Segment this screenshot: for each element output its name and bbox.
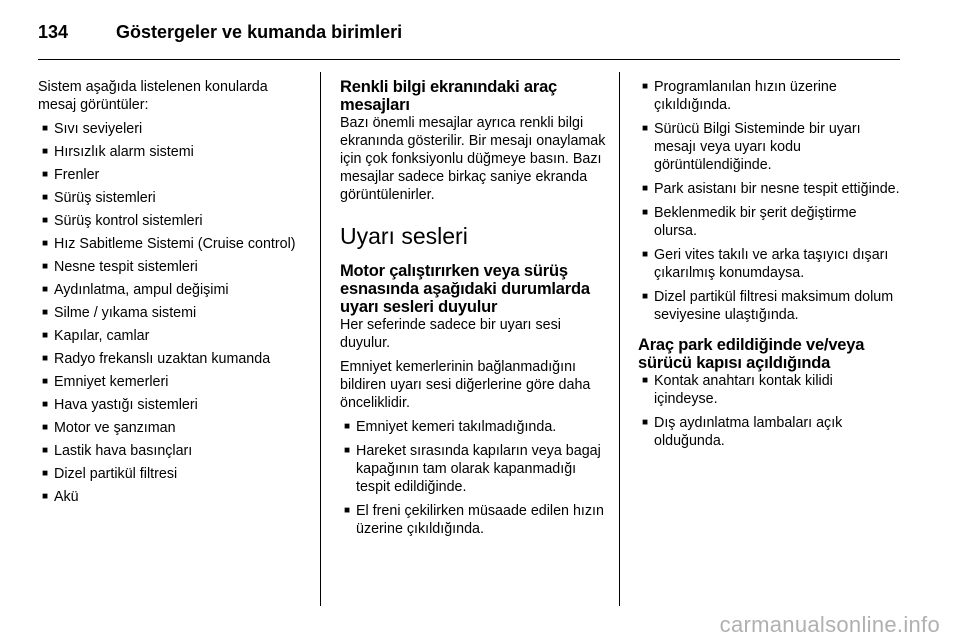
bullet-icon — [42, 258, 48, 276]
list-item: ■ Park asistanı bir nesne tespit ettiğinde. — [638, 180, 900, 198]
list-item: ■ Kontak anahtarı kontak kilidi içindeyse. — [638, 372, 900, 408]
bullet-icon — [344, 502, 350, 520]
list-item: ■ Geri vites takılı ve arka taşıyıcı dışarı çıkarılmış konumdaysa. — [638, 246, 900, 282]
list-item: ■ Nesne tespit sistemleri — [38, 258, 306, 276]
bullet-icon — [42, 235, 48, 253]
header-divider — [38, 59, 900, 60]
list-item: ■ Hırsızlık alarm sistemi — [38, 143, 306, 161]
list-item: ■ Radyo frekanslı uzaktan kumanda — [38, 350, 306, 368]
bullet-icon — [42, 442, 48, 460]
list-item: ■ Kapılar, camlar — [38, 327, 306, 345]
subheading-chime-conditions: Motor çalıştırırken veya sürüş esnasında aşağıdaki durumlarda uyarı sesleri duyulur — [340, 262, 590, 316]
bullet-icon — [642, 288, 648, 306]
list-item: ■ Frenler — [38, 166, 306, 184]
list-item: ■ Lastik hava basınçları — [38, 442, 306, 460]
list-item: ■ Silme / yıkama sistemi — [38, 304, 306, 322]
bullet-icon — [344, 418, 350, 436]
bullet-icon — [42, 396, 48, 414]
bullet-icon — [42, 327, 48, 345]
list-item: ■ Sürüş sistemleri — [38, 189, 306, 207]
list-item: ■ Emniyet kemerleri — [38, 373, 306, 391]
paragraph: Bazı önemli mesajlar ayrıca renkli bilgi ekranında gösterilir. Bir mesajı onaylamak için çok fonksiyonlu düğmeye basın. Bazı mesajlar sadece birkaç saniye ekranda görüntülenirler. — [340, 115, 606, 203]
paragraph: Her seferinde sadece bir uyarı sesi duyulur. — [340, 317, 561, 351]
bullet-icon — [642, 372, 648, 390]
bullet-icon — [344, 442, 350, 460]
list-item: ■ Dış aydınlatma lambaları açık olduğunda. — [638, 414, 900, 450]
list-item: ■ Hareket sırasında kapıların veya bagaj kapağının tam olarak kapanmadığı tespit edildiğinde. — [340, 442, 610, 496]
list-item: ■ Sıvı seviyeleri — [38, 120, 306, 138]
bullet-icon — [42, 488, 48, 506]
list-item: ■ Beklenmedik bir şerit değiştirme olursa. — [638, 204, 900, 240]
bullet-icon — [642, 180, 648, 198]
paragraph: Emniyet kemerlerinin bağlanmadığını bildiren uyarı sesi diğerlerine göre daha önceliklidir. — [340, 359, 591, 411]
message-topic-list — [38, 120, 306, 506]
bullet-icon — [42, 419, 48, 437]
intro-paragraph: Sistem aşağıda listelenen konularda mesaj görüntüler: — [38, 79, 268, 113]
list-item: ■ Hız Sabitleme Sistemi (Cruise control) — [38, 235, 306, 253]
chime-condition-list — [340, 418, 610, 538]
list-item: ■ Aydınlatma, ampul değişimi — [38, 281, 306, 299]
page-number: 134 — [38, 21, 69, 42]
bullet-icon — [42, 120, 48, 138]
column-3 — [638, 78, 900, 456]
list-item: ■ Akü — [38, 488, 306, 506]
list-item: ■ El freni çekilirken müsaade edilen hızın üzerine çıkıldığında. — [340, 502, 610, 538]
list-item: ■ Sürücü Bilgi Sisteminde bir uyarı mesajı veya uyarı kodu görüntülendiğinde. — [638, 120, 900, 174]
list-item: ■ Sürüş kontrol sistemleri — [38, 212, 306, 230]
subheading-color-display-messages: Renkli bilgi ekranındaki araç mesajları — [340, 78, 558, 114]
watermark: carmanualsonline.info — [719, 612, 940, 637]
parked-condition-list — [638, 372, 900, 450]
bullet-icon — [42, 373, 48, 391]
bullet-icon — [42, 166, 48, 184]
bullet-icon — [42, 465, 48, 483]
column-1 — [38, 78, 306, 511]
list-item: ■ Dizel partikül filtresi maksimum dolum seviyesine ulaştığında. — [638, 288, 900, 324]
bullet-icon — [42, 281, 48, 299]
column-divider-1 — [320, 72, 321, 606]
bullet-icon — [642, 120, 648, 138]
bullet-icon — [42, 212, 48, 230]
bullet-icon — [642, 414, 648, 432]
column-2 — [340, 78, 610, 544]
list-item: ■ Programlanılan hızın üzerine çıkıldığında. — [638, 78, 900, 114]
bullet-icon — [42, 143, 48, 161]
bullet-icon — [42, 304, 48, 322]
bullet-icon — [642, 78, 648, 96]
list-item: ■ Dizel partikül filtresi — [38, 465, 306, 483]
bullet-icon — [42, 350, 48, 368]
bullet-icon — [42, 189, 48, 207]
page-header — [38, 17, 402, 47]
list-item: ■ Hava yastığı sistemleri — [38, 396, 306, 414]
bullet-icon — [642, 204, 648, 222]
list-item: ■ Emniyet kemeri takılmadığında. — [340, 418, 610, 436]
subheading-parked-door-open: Araç park edildiğinde ve/veya sürücü kapısı açıldığında — [638, 336, 865, 372]
page-title: Göstergeler ve kumanda birimleri — [116, 21, 403, 42]
column-divider-2 — [619, 72, 620, 606]
list-item: ■ Motor ve şanzıman — [38, 419, 306, 437]
section-title-warning-chimes: Uyarı sesleri — [340, 223, 468, 249]
chime-condition-list-continued — [638, 78, 900, 324]
bullet-icon — [642, 246, 648, 264]
